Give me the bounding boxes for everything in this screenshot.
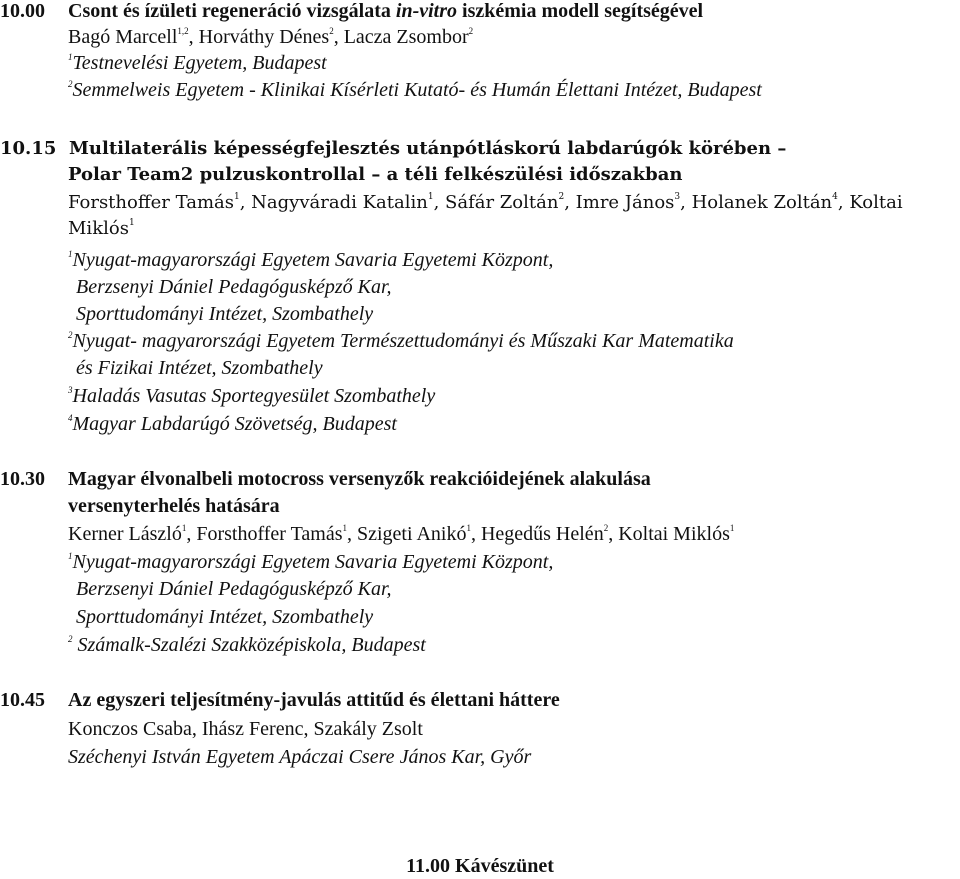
- session-1000-affiliation-2: $^2$Semmelweis Egyetem - Klinikai Kísérleti Kutató- és Humán Élettani Intézet, Budapest: [68, 79, 762, 101]
- session-1030-affiliation-1b: Berzsenyi Dániel Pedagógusképző Kar,: [76, 578, 392, 600]
- session-1030-affiliation-1c: Sporttudományi Intézet, Szombathely: [76, 606, 374, 628]
- coffee-break: 11.00 Kávészünet: [406, 855, 554, 877]
- session-1015-title-line1: 10.15 Multilaterális képességfejlesztés utánpótláskorú labdarúgók körében –: [0, 136, 786, 162]
- session-1000-title: 10.00 Csont és ízületi regeneráció vizsgálata in-vitro iszkémia modell segítségével: [0, 0, 704, 22]
- session-1000-affiliation-1: $^1$Testnevelési Egyetem, Budapest: [68, 52, 327, 74]
- session-1045-authors: Konczos Csaba, Ihász Ferenc, Szakály Zsolt: [68, 718, 423, 740]
- session-1030-title-line2: versenyterhelés hatására: [68, 495, 280, 517]
- session-1030-title-line1: 10.30 Magyar élvonalbeli motocross versenyzők reakcióidejének alakulása: [0, 468, 651, 490]
- session-time: 10.00: [0, 0, 45, 22]
- session-1045-title: 10.45 Az egyszeri teljesítmény-javulás attitűd és élettani háttere: [0, 689, 560, 711]
- session-1015-affiliation-3: $^3$Haladás Vasutas Sportegyesület Szombathely: [68, 385, 436, 407]
- session-1030-affiliation-1: $^1$Nyugat-magyarországi Egyetem Savaria Egyetemi Központ,: [68, 551, 554, 573]
- session-1015-title-line2: Polar Team2 pulzuskontrollal – a téli felkészülési időszakban: [68, 164, 683, 185]
- session-time: 10.15: [0, 138, 57, 159]
- session-1030-authors: Kerner László$^1$, Forsthoffer Tamás$^1$, Szigeti Anikó$^1$, Hegedűs Helén$^2$, Koltai Miklós$^1$: [68, 523, 735, 545]
- session-1015-affiliation-1: $^1$Nyugat-magyarországi Egyetem Savaria Egyetemi Központ,: [68, 249, 554, 271]
- session-1015-authors-cont: Miklós$^1$: [68, 218, 135, 239]
- session-1015-affiliation-2b: és Fizikai Intézet, Szombathely: [76, 357, 323, 379]
- session-1000-authors: Bagó Marcell$^{1,2}$, Horváthy Dénes$^2$, Lacza Zsombor$^2$: [68, 26, 474, 48]
- session-1015-affiliation-1c: Sporttudományi Intézet, Szombathely: [76, 303, 374, 325]
- session-time: 10.30: [0, 468, 45, 490]
- session-time: 10.45: [0, 689, 45, 711]
- session-1030-affiliation-2: $^2$ Számalk-Szalézi Szakközépiskola, Budapest: [68, 634, 426, 656]
- session-1015-affiliation-4: $^4$Magyar Labdarúgó Szövetség, Budapest: [68, 413, 397, 435]
- session-1015-affiliation-2: $^2$Nyugat- magyarországi Egyetem Természettudományi és Műszaki Kar Matematika: [68, 330, 734, 352]
- session-1045-affiliation: Széchenyi István Egyetem Apáczai Csere János Kar, Győr: [68, 746, 532, 768]
- session-1015-authors: Forsthoffer Tamás$^1$, Nagyváradi Katalin$^1$, Sáfár Zoltán$^2$, Imre János$^3$, Holanek Zoltán$^4$, Koltai: [68, 192, 903, 213]
- session-1015-affiliation-1b: Berzsenyi Dániel Pedagógusképző Kar,: [76, 276, 392, 298]
